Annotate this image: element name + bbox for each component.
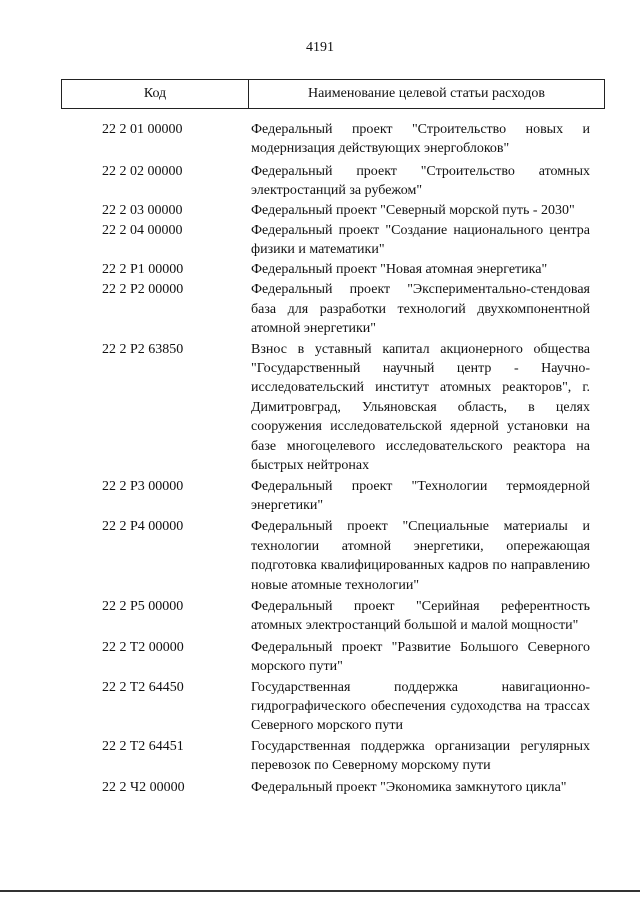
table-row: [61, 340, 605, 476]
row-code: 22 2 P5 00000: [102, 598, 184, 614]
table-row: [61, 280, 605, 338]
header-code: Код: [62, 80, 249, 108]
page-number: 4191: [306, 40, 334, 55]
table-row: [61, 517, 605, 595]
row-code: 22 2 P4 00000: [102, 519, 184, 535]
row-name: Федеральный проект "Экономика замкнутого цикла": [251, 779, 567, 795]
row-name: Федеральный проект "Новая атомная энергетика": [251, 262, 548, 278]
table-row: [61, 678, 605, 736]
row-code: 22 2 02 00000: [102, 163, 183, 179]
row-name: Федеральный проект "Строительство новых и модернизация действующих энергоблоков": [251, 122, 590, 157]
row-name: Федеральный проект "Технологии термоядерной энергетики": [251, 478, 590, 513]
row-name: Федеральный проект "Северный морской путь - 2030": [251, 202, 575, 218]
row-name: Федеральный проект "Развитие Большого Северного морского пути": [251, 639, 590, 675]
row-code: 22 2 P3 00000: [102, 478, 184, 494]
row-code: 22 2 T2 64451: [102, 738, 184, 754]
table-row: [61, 778, 605, 798]
table-row: [61, 737, 605, 776]
table-row: [61, 597, 605, 636]
row-name: Государственная поддержка организации регулярных перевозок по Северному морскому пути: [251, 738, 590, 774]
row-code: 22 2 01 00000: [102, 122, 183, 137]
page-bottom-border: [0, 890, 640, 892]
table-body: [61, 120, 605, 798]
row-name: Федеральный проект "Серийная референтность атомных электростанций большой и малой мощности": [251, 598, 590, 634]
row-name: Федеральный проект "Экспериментально-стендовая база для разработки технологий двухкомпонентной атомной энергетики": [251, 282, 590, 337]
row-code: 22 2 T2 64450: [102, 679, 184, 695]
row-code: 22 2 P1 00000: [102, 262, 184, 278]
row-code: 22 2 04 00000: [102, 222, 183, 238]
table-row: [61, 162, 605, 201]
table-row: [61, 120, 605, 159]
row-code: 22 2 T2 00000: [102, 639, 184, 655]
table-row: [61, 221, 605, 260]
row-code: 22 2 Ч2 00000: [102, 779, 185, 795]
table-header: [61, 79, 605, 109]
table-row: [61, 201, 605, 221]
row-code: 22 2 P2 00000: [102, 282, 184, 298]
row-name: Федеральный проект "Строительство атомных электростанций за рубежом": [251, 163, 590, 199]
row-code: 22 2 P2 63850: [102, 341, 184, 357]
table-row: [61, 638, 605, 677]
row-code: 22 2 03 00000: [102, 202, 183, 218]
table-row: [61, 260, 605, 280]
row-name: Взнос в уставный капитал акционерного общества "Государственный научный центр - Научно-исследовательский институт атомных реакторов", г. Димитровград, Ульяновская область, в целях сооружения исследовательской ядерной установки на базе многоцелевого исследовательского реактора на быстрых нейтронах: [251, 341, 590, 474]
table-row: [61, 477, 605, 516]
header-name: Наименование целевой статьи расходов: [307, 86, 546, 101]
row-name: Государственная поддержка навигационно-гидрографического обеспечения судоходства на трассах Северного морского пути: [251, 679, 590, 734]
row-name: Федеральный проект "Создание национального центра физики и математики": [251, 222, 590, 258]
row-name: Федеральный проект "Специальные материалы и технологии атомной энергетики, опережающая подготовка квалифицированных кадров по направлению новые атомные технологии": [251, 519, 590, 593]
